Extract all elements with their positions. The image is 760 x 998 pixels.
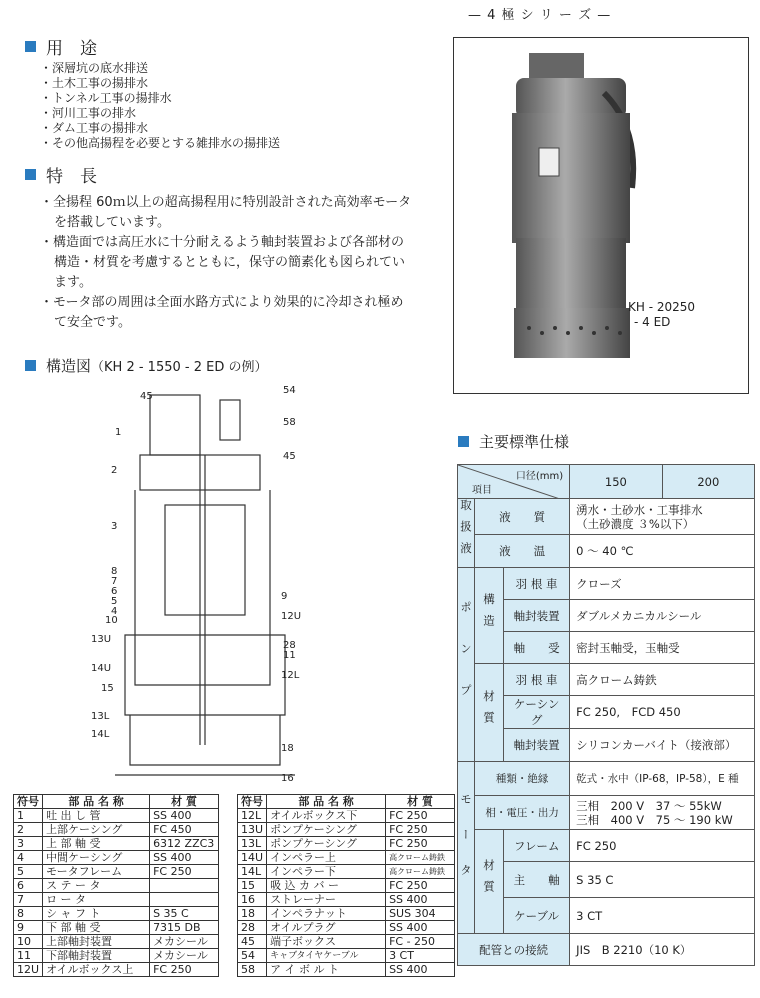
category-pump — [458, 568, 475, 762]
row-label: 羽 根 車 — [504, 568, 570, 600]
part-code: 7 — [14, 893, 43, 907]
section-marker-icon — [25, 41, 36, 52]
list-item: ・土木工事の揚排水 — [40, 76, 149, 90]
list-item: ・トンネル工事の揚排水 — [40, 91, 172, 105]
diagram-label: 10 — [105, 615, 118, 626]
category-handling — [458, 499, 475, 568]
part-code: 2 — [14, 823, 43, 837]
part-material: SUS 304 — [386, 907, 455, 921]
part-code: 58 — [238, 963, 267, 977]
row-value: 0 ～ 40 ℃ — [570, 535, 755, 568]
part-name: 中間ケーシング — [43, 851, 150, 865]
table-row — [238, 935, 455, 949]
table-row — [14, 809, 219, 823]
diagram-label: 4 — [111, 606, 118, 617]
spec-heading — [458, 431, 569, 452]
value-line: 三相 400 V 75 ～ 190 kW — [576, 812, 733, 827]
table-row — [238, 823, 455, 837]
category-label: モータ — [459, 792, 473, 900]
part-material: FC 250 — [386, 879, 455, 893]
row-value: JIS B 2210（10 K） — [570, 934, 755, 966]
diagram-label: 16 — [281, 773, 294, 784]
table-row — [238, 837, 455, 851]
subcategory-label: 構造 — [482, 592, 496, 636]
part-material: 高クローム鋳鉄 — [386, 851, 455, 865]
part-material: 高クローム鋳鉄 — [386, 865, 455, 879]
row-label: 相・電圧・出力 — [475, 796, 570, 830]
section-marker-icon — [25, 169, 36, 180]
table-row — [14, 837, 219, 851]
structure-heading-text: 構造図 — [46, 357, 92, 375]
item-label: 項目 — [472, 485, 492, 496]
part-material: SS 400 — [150, 851, 219, 865]
caption-line: - 4 ED — [634, 315, 671, 329]
part-code: 54 — [238, 949, 267, 963]
diagram-label: 2 — [111, 465, 118, 476]
diagram-label: 28 — [283, 640, 296, 651]
part-code: 9 — [14, 921, 43, 935]
diagram-label: 45 — [283, 451, 296, 462]
part-name: 下部軸封装置 — [43, 949, 150, 963]
list-item: ・深層坑の底水排送 — [40, 61, 149, 75]
part-name: インペラー上 — [267, 851, 386, 865]
part-material: 6312 ZZC3 — [150, 837, 219, 851]
diameter-label: 口径(mm) — [515, 471, 564, 482]
column-header: 符号 — [14, 795, 43, 809]
section-marker-icon — [25, 360, 36, 371]
row-value: シリコンカーバイト（接液部） — [570, 729, 755, 762]
part-name: オイルボックス下 — [267, 809, 386, 823]
uses-list — [40, 61, 280, 151]
row-value — [570, 499, 755, 535]
subcategory-label: 材質 — [482, 858, 496, 902]
row-value: S 35 C — [570, 862, 755, 898]
part-material: メカシール — [150, 949, 219, 963]
part-material: FC 250 — [386, 809, 455, 823]
part-code: 12U — [14, 963, 43, 977]
spec-table — [457, 464, 755, 966]
category-motor — [458, 762, 475, 934]
diagram-label: 45 — [140, 391, 153, 402]
table-row — [14, 935, 219, 949]
table-row — [14, 823, 219, 837]
table-row — [14, 949, 219, 963]
diagram-label: 11 — [283, 650, 296, 661]
structure-heading — [25, 355, 267, 376]
part-name: ス テ ー タ — [43, 879, 150, 893]
diagram-label: 1 — [115, 427, 122, 438]
diagram-label: 3 — [111, 521, 118, 532]
table-row — [238, 907, 455, 921]
row-label: 配管との接続 — [458, 934, 570, 966]
part-code: 8 — [14, 907, 43, 921]
category-label: 取扱液 — [459, 499, 473, 564]
diagram-label: 6 — [111, 586, 118, 597]
row-label: 液 質 — [475, 499, 570, 535]
part-material — [150, 879, 219, 893]
subcategory-label: 材質 — [482, 689, 496, 733]
series-title: — 4 極 シ リ ー ズ — — [468, 8, 612, 23]
row-label: 軸 受 — [504, 632, 570, 664]
part-material: FC 250 — [386, 837, 455, 851]
uses-heading-text: 用 途 — [46, 39, 97, 59]
row-value — [570, 796, 755, 830]
row-value: FC 250 — [570, 830, 755, 862]
column-header: 部 品 名 称 — [43, 795, 150, 809]
value-line: 三相 200 V 37 ～ 55kW — [576, 798, 722, 813]
row-label: ケーシング — [504, 696, 570, 729]
table-row — [14, 907, 219, 921]
column-header: 材 質 — [386, 795, 455, 809]
pump-photo-frame — [453, 37, 749, 394]
part-code: 10 — [14, 935, 43, 949]
part-material: 3 CT — [386, 949, 455, 963]
part-code: 12L — [238, 809, 267, 823]
part-material — [150, 893, 219, 907]
structure-note: （KH 2 - 1550 - 2 ED の例） — [91, 360, 268, 375]
list-item: ・その他高揚程を必要とする雑排水の揚排送 — [40, 136, 281, 150]
uses-heading — [25, 34, 97, 59]
part-code: 18 — [238, 907, 267, 921]
table-row — [14, 865, 219, 879]
parts-table-left — [13, 794, 219, 977]
list-item: ・モータ部の周囲は全面水路方式により効果的に冷却され極めて安全です。 — [40, 295, 404, 330]
diagram-label: 14U — [91, 663, 112, 674]
row-value: クローズ — [570, 568, 755, 600]
diagram-label: 5 — [111, 596, 118, 607]
table-row — [14, 851, 219, 865]
part-name: インペラー下 — [267, 865, 386, 879]
row-value: 3 CT — [570, 898, 755, 934]
photo-caption — [628, 300, 695, 330]
part-name: インペラナット — [267, 907, 386, 921]
diagram-label: 12U — [281, 611, 302, 622]
part-material: SS 400 — [386, 921, 455, 935]
caption-line: KH - 20250 — [628, 300, 696, 314]
part-material: FC 250 — [150, 963, 219, 977]
row-value: 高クローム鋳鉄 — [570, 664, 755, 696]
features-heading-text: 特 長 — [46, 167, 97, 187]
row-label: 主 軸 — [504, 862, 570, 898]
part-code: 13U — [238, 823, 267, 837]
part-name: キャブタイヤケーブル — [267, 949, 386, 963]
part-code: 28 — [238, 921, 267, 935]
part-code: 15 — [238, 879, 267, 893]
column-header: 材 質 — [150, 795, 219, 809]
part-name: ロ ー タ — [43, 893, 150, 907]
list-item: ・河川工事の排水 — [40, 106, 137, 120]
table-row — [238, 865, 455, 879]
table-row — [238, 921, 455, 935]
row-value: 密封玉軸受，玉軸受 — [570, 632, 755, 664]
diagram-label: 7 — [111, 576, 118, 587]
row-label: フレーム — [504, 830, 570, 862]
part-code: 11 — [14, 949, 43, 963]
part-name: ア イ ボ ル ト — [267, 963, 386, 977]
diagram-label: 18 — [281, 743, 294, 754]
diagram-label: 15 — [101, 683, 114, 694]
part-material: メカシール — [150, 935, 219, 949]
diagram-label: 8 — [111, 566, 118, 577]
part-name: 上部軸封装置 — [43, 935, 150, 949]
part-code: 1 — [14, 809, 43, 823]
part-material: SS 400 — [386, 963, 455, 977]
table-row — [238, 949, 455, 963]
part-name: 吸 込 カ バ ー — [267, 879, 386, 893]
part-material: 7315 DB — [150, 921, 219, 935]
column-header: 符号 — [238, 795, 267, 809]
table-row — [14, 921, 219, 935]
part-code: 16 — [238, 893, 267, 907]
row-label: ケーブル — [504, 898, 570, 934]
header-corner — [458, 465, 570, 499]
value-line: （土砂濃度 ３%以下） — [576, 516, 695, 531]
row-value: ダブルメカニカルシール — [570, 600, 755, 632]
part-code: 14U — [238, 851, 267, 865]
column-header: 150 — [570, 465, 662, 499]
row-label: 液 温 — [475, 535, 570, 568]
table-row — [14, 879, 219, 893]
part-material: SS 400 — [150, 809, 219, 823]
list-item: ・ダム工事の揚排水 — [40, 121, 149, 135]
features-heading — [25, 162, 97, 187]
part-code: 45 — [238, 935, 267, 949]
part-code: 13L — [238, 837, 267, 851]
part-name: ポンプケーシング — [267, 823, 386, 837]
table-row — [238, 893, 455, 907]
part-name: オイルボックス上 — [43, 963, 150, 977]
row-label: 軸封装置 — [504, 600, 570, 632]
column-header: 200 — [662, 465, 754, 499]
diagram-label: 54 — [283, 385, 296, 396]
part-name: オイルプラグ — [267, 921, 386, 935]
row-label: 軸封装置 — [504, 729, 570, 762]
diagram-label: 14L — [91, 729, 110, 740]
row-value: 乾式・水中（IP-68，IP-58），E 種 — [570, 762, 755, 796]
structure-diagram — [91, 385, 320, 790]
table-row — [238, 809, 455, 823]
list-item: ・構造面では高圧水に十分耐えるよう軸封装置および各部材の構造・材質を考慮するとともに，保守の簡素化も図られています。 — [40, 235, 406, 290]
part-name: ポンプケーシング — [267, 837, 386, 851]
table-row — [14, 893, 219, 907]
part-material: FC 250 — [150, 865, 219, 879]
diagram-label: 12L — [281, 670, 300, 681]
part-material: SS 400 — [386, 893, 455, 907]
part-code: 3 — [14, 837, 43, 851]
part-name: 端子ボックス — [267, 935, 386, 949]
parts-table-right — [237, 794, 455, 977]
diagram-label: 9 — [281, 591, 288, 602]
pump-photo — [454, 38, 747, 392]
part-material: S 35 C — [150, 907, 219, 921]
part-name: 下 部 軸 受 — [43, 921, 150, 935]
table-row — [238, 963, 455, 977]
part-name: ストレーナー — [267, 893, 386, 907]
part-code: 14L — [238, 865, 267, 879]
row-value: FC 250, FCD 450 — [570, 696, 755, 729]
part-code: 5 — [14, 865, 43, 879]
diagram-label: 13L — [91, 711, 110, 722]
part-material: FC 250 — [386, 823, 455, 837]
table-row — [238, 851, 455, 865]
subcategory-material-motor — [475, 830, 504, 934]
part-name: シ ャ フ ト — [43, 907, 150, 921]
part-material: FC 450 — [150, 823, 219, 837]
list-item: ・全揚程 60ｍ以上の超高揚程用に特別設計された高効率モータを搭載しています。 — [40, 195, 412, 230]
table-row — [14, 963, 219, 977]
row-label: 種類・絶縁 — [475, 762, 570, 796]
column-header: 部 品 名 称 — [267, 795, 386, 809]
subcategory-material — [475, 664, 504, 762]
value-line: 湧水・土砂水・工事排水 — [576, 502, 703, 517]
part-material: FC - 250 — [386, 935, 455, 949]
part-code: 4 — [14, 851, 43, 865]
part-name: モータフレーム — [43, 865, 150, 879]
part-code: 6 — [14, 879, 43, 893]
part-name: 吐 出 し 管 — [43, 809, 150, 823]
part-name: 上部ケーシング — [43, 823, 150, 837]
table-row — [238, 879, 455, 893]
features-list — [40, 193, 412, 333]
diagram-label: 58 — [283, 417, 296, 428]
subcategory-structure — [475, 568, 504, 664]
spec-heading-text: 主要標準仕様 — [479, 433, 570, 451]
section-marker-icon — [458, 436, 469, 447]
row-label: 羽 根 車 — [504, 664, 570, 696]
part-name: 上 部 軸 受 — [43, 837, 150, 851]
category-label: ポンプ — [459, 600, 473, 726]
diagram-label: 13U — [91, 634, 112, 645]
pump-cross-section — [95, 385, 320, 790]
